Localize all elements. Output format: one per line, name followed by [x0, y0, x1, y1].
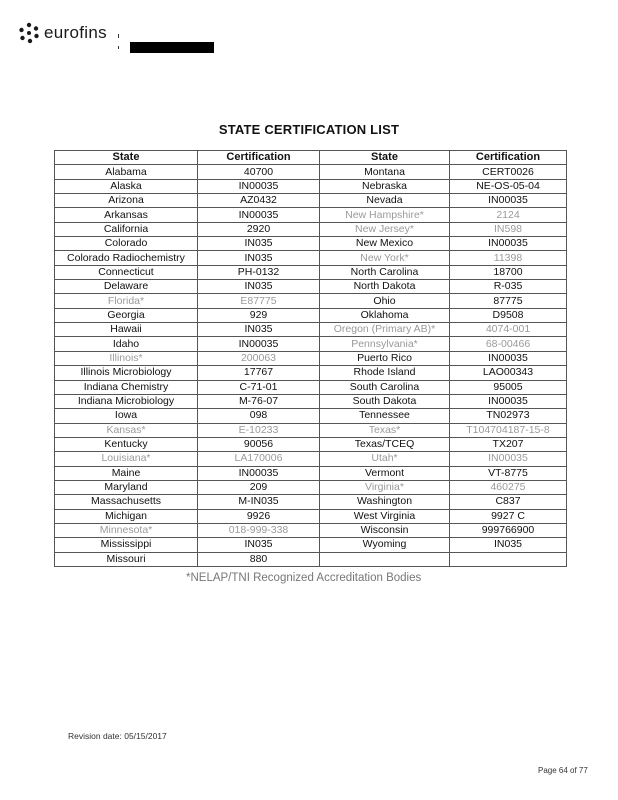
state-cell: South Dakota [320, 394, 450, 408]
state-cell: North Carolina [320, 265, 450, 279]
certification-cell: C837 [450, 495, 567, 509]
state-cell: Wisconsin [320, 523, 450, 537]
certification-cell: TN02973 [450, 409, 567, 423]
certification-cell: 2124 [450, 208, 567, 222]
certification-cell: LAO00343 [450, 366, 567, 380]
table-row [55, 437, 567, 451]
certification-cell: 200063 [198, 351, 320, 365]
state-cell: Illinois* [55, 351, 198, 365]
state-cell: Maine [55, 466, 198, 480]
state-cell: Minnesota* [55, 523, 198, 537]
state-cell: New Mexico [320, 237, 450, 251]
certification-cell: IN00035 [450, 394, 567, 408]
page-number: Page 64 of 77 [538, 766, 588, 775]
state-cell: Florida* [55, 294, 198, 308]
certification-cell: IN035 [198, 237, 320, 251]
certification-cell: 68-00466 [450, 337, 567, 351]
certification-cell: IN00035 [198, 337, 320, 351]
column-header-state: State [55, 151, 198, 165]
state-cell: Kansas* [55, 423, 198, 437]
state-cell: Indiana Microbiology [55, 394, 198, 408]
footnote: *NELAP/TNI Recognized Accreditation Bodies [186, 572, 422, 584]
header-mark [118, 46, 119, 49]
state-cell: Hawaii [55, 323, 198, 337]
state-cell: Alabama [55, 165, 198, 179]
column-header-certification: Certification [198, 151, 320, 165]
certification-cell: IN00035 [198, 466, 320, 480]
column-header-state: State [320, 151, 450, 165]
state-cell: Nebraska [320, 179, 450, 193]
state-cell: Missouri [55, 552, 198, 566]
state-cell: South Carolina [320, 380, 450, 394]
state-cell: Pennsylvania* [320, 337, 450, 351]
certification-cell: 9926 [198, 509, 320, 523]
certification-cell: 18700 [450, 265, 567, 279]
certification-cell: 209 [198, 480, 320, 494]
certification-cell: VT-8775 [450, 466, 567, 480]
state-cell: New Hampshire* [320, 208, 450, 222]
certification-cell: TX207 [450, 437, 567, 451]
state-cell [320, 552, 450, 566]
table-row [55, 409, 567, 423]
state-cell: Wyoming [320, 538, 450, 552]
certification-cell: IN035 [450, 538, 567, 552]
table-row [55, 380, 567, 394]
certification-cell: IN00035 [198, 208, 320, 222]
certification-cell: PH-0132 [198, 265, 320, 279]
state-cell: Indiana Chemistry [55, 380, 198, 394]
state-cell: Puerto Rico [320, 351, 450, 365]
table-row [55, 452, 567, 466]
header-mark [118, 34, 119, 38]
certification-cell: CERT0026 [450, 165, 567, 179]
table-row [55, 165, 567, 179]
redaction-bar [130, 42, 214, 53]
state-cell: Georgia [55, 308, 198, 322]
certification-cell: IN00035 [450, 237, 567, 251]
state-cell: Arizona [55, 194, 198, 208]
certification-cell: E-10233 [198, 423, 320, 437]
table-row [55, 280, 567, 294]
table-row [55, 523, 567, 537]
certification-cell: 95005 [450, 380, 567, 394]
state-cell: North Dakota [320, 280, 450, 294]
table-row [55, 294, 567, 308]
state-cell: Idaho [55, 337, 198, 351]
state-cell: Oklahoma [320, 308, 450, 322]
certification-cell: E87775 [198, 294, 320, 308]
table-row [55, 222, 567, 236]
table-row [55, 466, 567, 480]
state-cell: Kentucky [55, 437, 198, 451]
table-row [55, 351, 567, 365]
certification-cell: 460275 [450, 480, 567, 494]
state-cell: Mississippi [55, 538, 198, 552]
certification-cell: IN035 [198, 251, 320, 265]
state-cell: Iowa [55, 409, 198, 423]
eurofins-dots-icon [18, 22, 40, 44]
state-cell: New York* [320, 251, 450, 265]
table-row [55, 394, 567, 408]
certification-cell: IN00035 [450, 194, 567, 208]
state-cell: Virginia* [320, 480, 450, 494]
certification-cell: C-71-01 [198, 380, 320, 394]
state-cell: Colorado Radiochemistry [55, 251, 198, 265]
state-cell: Colorado [55, 237, 198, 251]
certification-cell: T104704187-15-8 [450, 423, 567, 437]
certification-cell: NE-OS-05-04 [450, 179, 567, 193]
state-cell: Vermont [320, 466, 450, 480]
table-row [55, 179, 567, 193]
certification-cell: IN598 [450, 222, 567, 236]
state-cell: Montana [320, 165, 450, 179]
table-row [55, 237, 567, 251]
certification-cell: 90056 [198, 437, 320, 451]
table-row [55, 423, 567, 437]
state-cell: Louisiana* [55, 452, 198, 466]
table-row [55, 495, 567, 509]
state-cell: West Virginia [320, 509, 450, 523]
table-header-row [55, 151, 567, 165]
certification-cell: LA170006 [198, 452, 320, 466]
state-cell: Rhode Island [320, 366, 450, 380]
table-row [55, 552, 567, 566]
state-cell: Maryland [55, 480, 198, 494]
certification-cell: IN00035 [450, 351, 567, 365]
state-cell: Utah* [320, 452, 450, 466]
certification-cell: 929 [198, 308, 320, 322]
state-cell: Arkansas [55, 208, 198, 222]
table-row [55, 194, 567, 208]
certification-table [54, 150, 567, 567]
certification-cell: IN00035 [450, 452, 567, 466]
state-cell: Connecticut [55, 265, 198, 279]
table-row [55, 366, 567, 380]
certification-cell: 018-999-338 [198, 523, 320, 537]
eurofins-logo [18, 22, 107, 44]
certification-cell: IN035 [198, 280, 320, 294]
certification-cell: M-IN035 [198, 495, 320, 509]
certification-cell: 999766900 [450, 523, 567, 537]
certification-cell: 9927 C [450, 509, 567, 523]
certification-cell: IN035 [198, 323, 320, 337]
state-cell: Oregon (Primary AB)* [320, 323, 450, 337]
column-header-certification: Certification [450, 151, 567, 165]
table-row [55, 538, 567, 552]
certification-cell: 87775 [450, 294, 567, 308]
table-row [55, 208, 567, 222]
certification-cell: 880 [198, 552, 320, 566]
certification-cell: IN035 [198, 538, 320, 552]
state-cell: Texas* [320, 423, 450, 437]
certification-cell: 17767 [198, 366, 320, 380]
state-cell: Illinois Microbiology [55, 366, 198, 380]
certification-cell: 11398 [450, 251, 567, 265]
state-cell: Delaware [55, 280, 198, 294]
certification-cell: D9508 [450, 308, 567, 322]
state-cell: Massachusetts [55, 495, 198, 509]
state-cell: Alaska [55, 179, 198, 193]
state-cell: Washington [320, 495, 450, 509]
certification-cell: R-035 [450, 280, 567, 294]
company-name: eurofins [44, 23, 107, 42]
state-cell: Texas/TCEQ [320, 437, 450, 451]
certification-cell: 098 [198, 409, 320, 423]
page-title: STATE CERTIFICATION LIST [218, 122, 400, 137]
state-cell: New Jersey* [320, 222, 450, 236]
table-row [55, 251, 567, 265]
certification-cell: 40700 [198, 165, 320, 179]
table-row [55, 323, 567, 337]
certification-cell: AZ0432 [198, 194, 320, 208]
table-row [55, 265, 567, 279]
state-cell: Michigan [55, 509, 198, 523]
table-row [55, 337, 567, 351]
certification-cell: M-76-07 [198, 394, 320, 408]
state-cell: Ohio [320, 294, 450, 308]
certification-cell: IN00035 [198, 179, 320, 193]
certification-cell: 2920 [198, 222, 320, 236]
table-row [55, 308, 567, 322]
state-cell: California [55, 222, 198, 236]
revision-date: Revision date: 05/15/2017 [68, 731, 167, 741]
certification-cell: 4074-001 [450, 323, 567, 337]
state-cell: Tennessee [320, 409, 450, 423]
table-row [55, 509, 567, 523]
state-cell: Nevada [320, 194, 450, 208]
certification-cell [450, 552, 567, 566]
table-row [55, 480, 567, 494]
